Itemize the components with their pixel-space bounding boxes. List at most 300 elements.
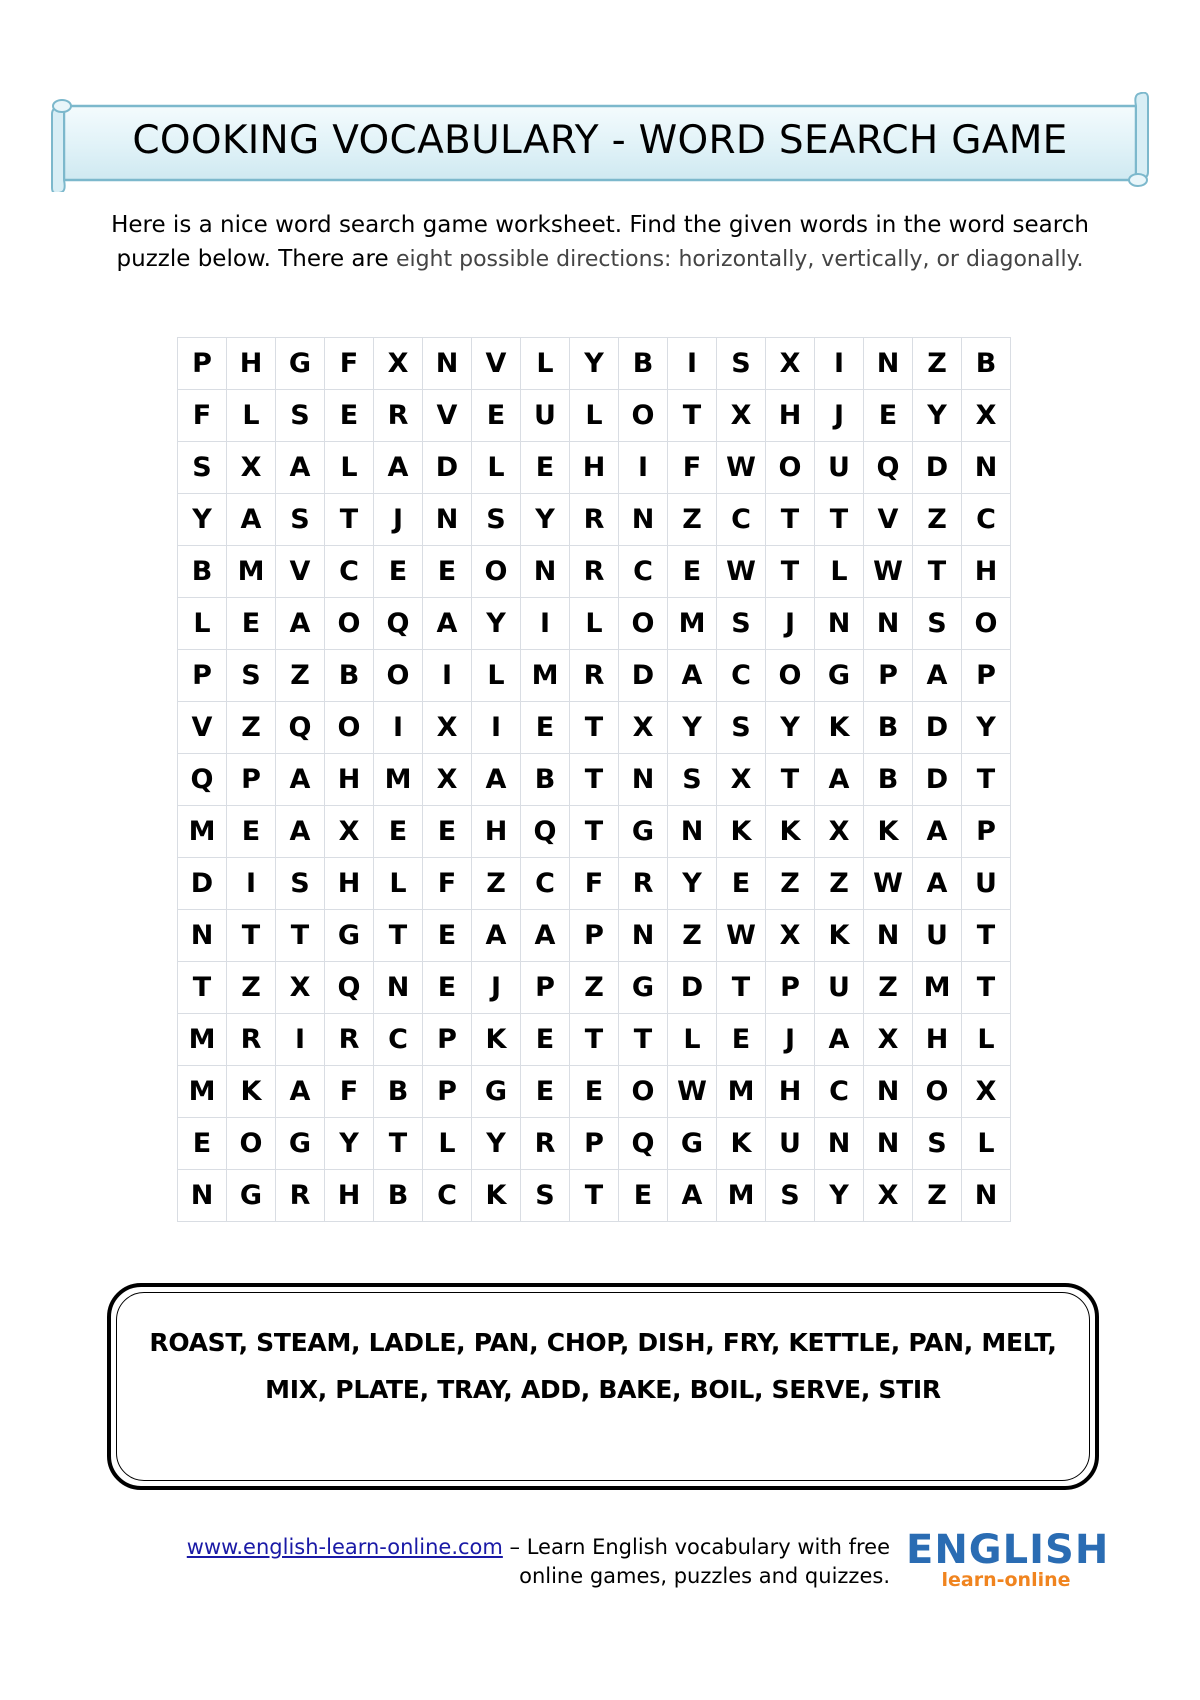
grid-cell[interactable]: O bbox=[766, 650, 815, 702]
grid-cell[interactable]: Z bbox=[815, 858, 864, 910]
grid-cell[interactable]: S bbox=[276, 390, 325, 442]
grid-cell[interactable]: P bbox=[766, 962, 815, 1014]
grid-cell[interactable]: F bbox=[423, 858, 472, 910]
grid-cell[interactable]: Z bbox=[913, 1170, 962, 1222]
grid-cell[interactable]: S bbox=[913, 598, 962, 650]
grid-cell[interactable]: T bbox=[178, 962, 227, 1014]
grid-cell[interactable]: S bbox=[913, 1118, 962, 1170]
grid-cell[interactable]: D bbox=[619, 650, 668, 702]
grid-cell[interactable]: L bbox=[962, 1118, 1011, 1170]
grid-cell[interactable]: G bbox=[325, 910, 374, 962]
grid-cell[interactable]: N bbox=[962, 442, 1011, 494]
grid-cell[interactable]: T bbox=[570, 754, 619, 806]
grid-cell[interactable]: X bbox=[276, 962, 325, 1014]
grid-cell[interactable]: N bbox=[178, 910, 227, 962]
grid-cell[interactable]: C bbox=[521, 858, 570, 910]
grid-cell[interactable]: S bbox=[717, 702, 766, 754]
grid-cell[interactable]: L bbox=[423, 1118, 472, 1170]
grid-cell[interactable]: A bbox=[668, 650, 717, 702]
grid-cell[interactable]: E bbox=[227, 806, 276, 858]
grid-cell[interactable]: J bbox=[815, 390, 864, 442]
grid-cell[interactable]: A bbox=[913, 806, 962, 858]
grid-cell[interactable]: X bbox=[766, 910, 815, 962]
grid-cell[interactable]: A bbox=[276, 754, 325, 806]
grid-cell[interactable]: N bbox=[815, 598, 864, 650]
grid-cell[interactable]: A bbox=[815, 1014, 864, 1066]
grid-cell[interactable]: N bbox=[178, 1170, 227, 1222]
grid-cell[interactable]: O bbox=[619, 390, 668, 442]
grid-cell[interactable]: X bbox=[619, 702, 668, 754]
grid-cell[interactable]: R bbox=[570, 546, 619, 598]
grid-cell[interactable]: A bbox=[276, 598, 325, 650]
grid-cell[interactable]: Y bbox=[913, 390, 962, 442]
grid-cell[interactable]: T bbox=[962, 962, 1011, 1014]
grid-cell[interactable]: A bbox=[913, 650, 962, 702]
grid-cell[interactable]: E bbox=[227, 598, 276, 650]
grid-cell[interactable]: L bbox=[570, 598, 619, 650]
grid-cell[interactable]: B bbox=[374, 1066, 423, 1118]
grid-cell[interactable]: B bbox=[178, 546, 227, 598]
grid-cell[interactable]: X bbox=[864, 1014, 913, 1066]
grid-cell[interactable]: I bbox=[521, 598, 570, 650]
grid-cell[interactable]: N bbox=[864, 1066, 913, 1118]
grid-cell[interactable]: E bbox=[423, 910, 472, 962]
grid-cell[interactable]: G bbox=[668, 1118, 717, 1170]
grid-cell[interactable]: I bbox=[423, 650, 472, 702]
grid-cell[interactable]: Z bbox=[913, 338, 962, 390]
grid-cell[interactable]: P bbox=[423, 1066, 472, 1118]
grid-cell[interactable]: V bbox=[178, 702, 227, 754]
grid-cell[interactable]: E bbox=[423, 962, 472, 1014]
grid-cell[interactable]: W bbox=[717, 910, 766, 962]
grid-cell[interactable]: M bbox=[521, 650, 570, 702]
grid-row bbox=[178, 494, 1011, 546]
grid-cell[interactable]: A bbox=[276, 1066, 325, 1118]
grid-cell[interactable]: S bbox=[276, 858, 325, 910]
grid-row bbox=[178, 910, 1011, 962]
grid-cell[interactable]: T bbox=[570, 702, 619, 754]
grid-cell[interactable]: A bbox=[472, 910, 521, 962]
grid-cell[interactable]: P bbox=[570, 910, 619, 962]
grid-cell[interactable]: F bbox=[570, 858, 619, 910]
grid-row bbox=[178, 338, 1011, 390]
grid-cell[interactable]: H bbox=[766, 1066, 815, 1118]
grid-cell[interactable]: I bbox=[374, 702, 423, 754]
grid-cell[interactable]: E bbox=[864, 390, 913, 442]
grid-cell[interactable]: E bbox=[668, 546, 717, 598]
grid-cell[interactable]: N bbox=[423, 494, 472, 546]
grid-cell[interactable]: Y bbox=[570, 338, 619, 390]
grid-cell[interactable]: M bbox=[374, 754, 423, 806]
grid-cell[interactable]: Z bbox=[227, 962, 276, 1014]
grid-cell[interactable]: T bbox=[766, 754, 815, 806]
grid-cell[interactable]: T bbox=[913, 546, 962, 598]
grid-cell[interactable]: B bbox=[619, 338, 668, 390]
grid-cell[interactable]: I bbox=[668, 338, 717, 390]
grid-cell[interactable]: K bbox=[472, 1170, 521, 1222]
grid-row bbox=[178, 598, 1011, 650]
grid-cell[interactable]: O bbox=[472, 546, 521, 598]
grid-cell[interactable]: G bbox=[619, 962, 668, 1014]
grid-cell[interactable]: S bbox=[276, 494, 325, 546]
grid-cell[interactable]: X bbox=[717, 390, 766, 442]
grid-cell[interactable]: A bbox=[276, 442, 325, 494]
grid-cell[interactable]: X bbox=[962, 1066, 1011, 1118]
grid-cell[interactable]: A bbox=[227, 494, 276, 546]
grid-cell[interactable]: N bbox=[619, 494, 668, 546]
grid-cell[interactable]: E bbox=[374, 806, 423, 858]
grid-cell[interactable]: H bbox=[962, 546, 1011, 598]
grid-cell[interactable]: N bbox=[815, 1118, 864, 1170]
grid-cell[interactable]: M bbox=[178, 806, 227, 858]
grid-cell[interactable]: A bbox=[815, 754, 864, 806]
grid-cell[interactable]: X bbox=[374, 338, 423, 390]
grid-cell[interactable]: H bbox=[227, 338, 276, 390]
grid-cell[interactable]: Z bbox=[864, 962, 913, 1014]
grid-cell[interactable]: N bbox=[423, 338, 472, 390]
grid-cell[interactable]: P bbox=[423, 1014, 472, 1066]
grid-cell[interactable]: S bbox=[521, 1170, 570, 1222]
grid-cell[interactable]: X bbox=[864, 1170, 913, 1222]
grid-cell[interactable]: D bbox=[913, 702, 962, 754]
grid-cell[interactable]: P bbox=[178, 338, 227, 390]
grid-cell[interactable]: T bbox=[374, 910, 423, 962]
grid-cell[interactable]: X bbox=[815, 806, 864, 858]
grid-cell[interactable]: B bbox=[521, 754, 570, 806]
word-list-line-2: MIX, PLATE, TRAY, ADD, BAKE, BOIL, SERVE, STIR bbox=[265, 1375, 941, 1404]
grid-cell[interactable]: N bbox=[619, 754, 668, 806]
grid-cell[interactable]: B bbox=[374, 1170, 423, 1222]
grid-cell[interactable]: O bbox=[913, 1066, 962, 1118]
grid-cell[interactable]: T bbox=[325, 494, 374, 546]
grid-cell[interactable]: H bbox=[766, 390, 815, 442]
grid-cell[interactable]: U bbox=[815, 442, 864, 494]
grid-cell[interactable]: L bbox=[472, 650, 521, 702]
website-link[interactable]: www.english-learn-online.com bbox=[186, 1535, 503, 1559]
grid-cell[interactable]: N bbox=[962, 1170, 1011, 1222]
grid-cell[interactable]: E bbox=[472, 390, 521, 442]
grid-cell[interactable]: Z bbox=[570, 962, 619, 1014]
grid-cell[interactable]: S bbox=[717, 338, 766, 390]
grid-cell[interactable]: L bbox=[227, 390, 276, 442]
grid-cell[interactable]: N bbox=[864, 910, 913, 962]
grid-cell[interactable]: K bbox=[766, 806, 815, 858]
grid-cell[interactable]: G bbox=[276, 338, 325, 390]
grid-cell[interactable]: N bbox=[864, 1118, 913, 1170]
grid-cell[interactable]: Y bbox=[521, 494, 570, 546]
grid-cell[interactable]: O bbox=[325, 702, 374, 754]
grid-cell[interactable]: R bbox=[227, 1014, 276, 1066]
grid-cell[interactable]: H bbox=[570, 442, 619, 494]
grid-cell[interactable]: U bbox=[815, 962, 864, 1014]
grid-cell[interactable]: G bbox=[619, 806, 668, 858]
grid-cell[interactable]: L bbox=[521, 338, 570, 390]
grid-cell[interactable]: S bbox=[472, 494, 521, 546]
grid-cell[interactable]: Z bbox=[276, 650, 325, 702]
grid-cell[interactable]: L bbox=[962, 1014, 1011, 1066]
grid-cell[interactable]: U bbox=[766, 1118, 815, 1170]
grid-cell[interactable]: H bbox=[325, 858, 374, 910]
grid-cell[interactable]: I bbox=[619, 442, 668, 494]
grid-cell[interactable]: I bbox=[815, 338, 864, 390]
grid-cell[interactable]: N bbox=[619, 910, 668, 962]
grid-cell[interactable]: H bbox=[325, 1170, 374, 1222]
grid-cell[interactable]: D bbox=[668, 962, 717, 1014]
grid-cell[interactable]: Q bbox=[619, 1118, 668, 1170]
grid-cell[interactable]: C bbox=[717, 494, 766, 546]
grid-cell[interactable]: E bbox=[521, 702, 570, 754]
grid-cell[interactable]: J bbox=[766, 1014, 815, 1066]
grid-cell[interactable]: F bbox=[325, 338, 374, 390]
grid-cell[interactable]: Y bbox=[472, 1118, 521, 1170]
grid-cell[interactable]: A bbox=[423, 598, 472, 650]
grid-cell[interactable]: R bbox=[619, 858, 668, 910]
grid-cell[interactable]: H bbox=[472, 806, 521, 858]
grid-cell[interactable]: T bbox=[717, 962, 766, 1014]
grid-cell[interactable]: B bbox=[864, 754, 913, 806]
grid-cell[interactable]: H bbox=[325, 754, 374, 806]
grid-cell[interactable]: L bbox=[668, 1014, 717, 1066]
grid-cell[interactable]: G bbox=[227, 1170, 276, 1222]
grid-cell[interactable]: A bbox=[276, 806, 325, 858]
grid-cell[interactable]: Q bbox=[521, 806, 570, 858]
grid-cell[interactable]: I bbox=[276, 1014, 325, 1066]
grid-cell[interactable]: A bbox=[472, 754, 521, 806]
grid-cell[interactable]: Z bbox=[913, 494, 962, 546]
grid-cell[interactable]: H bbox=[913, 1014, 962, 1066]
grid-cell[interactable]: Y bbox=[178, 494, 227, 546]
grid-cell[interactable]: K bbox=[815, 702, 864, 754]
grid-cell[interactable]: X bbox=[717, 754, 766, 806]
grid-cell[interactable]: E bbox=[423, 806, 472, 858]
grid-cell[interactable]: B bbox=[962, 338, 1011, 390]
grid-cell[interactable]: G bbox=[276, 1118, 325, 1170]
grid-cell[interactable]: Y bbox=[472, 598, 521, 650]
grid-cell[interactable]: Y bbox=[325, 1118, 374, 1170]
grid-cell[interactable]: G bbox=[815, 650, 864, 702]
grid-cell[interactable]: W bbox=[717, 442, 766, 494]
grid-cell[interactable]: A bbox=[668, 1170, 717, 1222]
grid-cell[interactable]: Q bbox=[864, 442, 913, 494]
grid-cell[interactable]: V bbox=[423, 390, 472, 442]
grid-cell[interactable]: P bbox=[962, 650, 1011, 702]
grid-cell[interactable]: T bbox=[374, 1118, 423, 1170]
grid-cell[interactable]: L bbox=[374, 858, 423, 910]
grid-cell[interactable]: W bbox=[668, 1066, 717, 1118]
grid-cell[interactable]: S bbox=[227, 650, 276, 702]
grid-cell[interactable]: F bbox=[178, 390, 227, 442]
grid-cell[interactable]: L bbox=[815, 546, 864, 598]
grid-cell[interactable]: T bbox=[962, 754, 1011, 806]
grid-cell[interactable]: D bbox=[178, 858, 227, 910]
grid-cell[interactable]: B bbox=[325, 650, 374, 702]
grid-cell[interactable]: R bbox=[570, 494, 619, 546]
grid-cell[interactable]: L bbox=[325, 442, 374, 494]
grid-cell[interactable]: T bbox=[570, 1170, 619, 1222]
title-banner bbox=[50, 92, 1150, 192]
grid-cell[interactable]: N bbox=[668, 806, 717, 858]
grid-cell[interactable]: N bbox=[521, 546, 570, 598]
grid-cell[interactable]: D bbox=[423, 442, 472, 494]
grid-cell[interactable]: D bbox=[913, 442, 962, 494]
grid-cell[interactable]: U bbox=[962, 858, 1011, 910]
grid-cell[interactable]: T bbox=[570, 806, 619, 858]
grid-cell[interactable]: E bbox=[521, 1014, 570, 1066]
grid-cell[interactable]: E bbox=[374, 546, 423, 598]
grid-cell[interactable]: X bbox=[423, 754, 472, 806]
grid-cell[interactable]: W bbox=[717, 546, 766, 598]
grid-cell[interactable]: O bbox=[325, 598, 374, 650]
grid-cell[interactable]: Y bbox=[962, 702, 1011, 754]
grid-cell[interactable]: M bbox=[668, 598, 717, 650]
grid-cell[interactable]: E bbox=[521, 442, 570, 494]
grid-cell[interactable]: Z bbox=[227, 702, 276, 754]
grid-cell[interactable]: J bbox=[472, 962, 521, 1014]
grid-cell[interactable]: Z bbox=[668, 910, 717, 962]
grid-cell[interactable]: B bbox=[864, 702, 913, 754]
grid-cell[interactable]: Y bbox=[766, 702, 815, 754]
grid-cell[interactable]: Q bbox=[276, 702, 325, 754]
grid-cell[interactable]: E bbox=[717, 858, 766, 910]
grid-cell[interactable]: R bbox=[374, 390, 423, 442]
grid-cell[interactable]: O bbox=[374, 650, 423, 702]
grid-cell[interactable]: M bbox=[227, 546, 276, 598]
grid-cell[interactable]: L bbox=[570, 390, 619, 442]
grid-cell[interactable]: T bbox=[962, 910, 1011, 962]
grid-cell[interactable]: Q bbox=[374, 598, 423, 650]
grid-cell[interactable]: E bbox=[178, 1118, 227, 1170]
grid-cell[interactable]: C bbox=[325, 546, 374, 598]
grid-cell[interactable]: S bbox=[717, 598, 766, 650]
grid-cell[interactable]: S bbox=[178, 442, 227, 494]
grid-cell[interactable]: M bbox=[178, 1066, 227, 1118]
grid-cell[interactable]: M bbox=[717, 1066, 766, 1118]
grid-cell[interactable]: N bbox=[374, 962, 423, 1014]
grid-cell[interactable]: V bbox=[276, 546, 325, 598]
grid-cell[interactable]: D bbox=[913, 754, 962, 806]
grid-cell[interactable]: J bbox=[766, 598, 815, 650]
grid-cell[interactable]: O bbox=[962, 598, 1011, 650]
grid-cell[interactable]: R bbox=[325, 1014, 374, 1066]
grid-cell[interactable]: C bbox=[423, 1170, 472, 1222]
instructions-line-2-trail: eight possible directions: horizontally, vertically, or diagonally. bbox=[395, 247, 1084, 272]
grid-cell[interactable]: J bbox=[374, 494, 423, 546]
grid-cell[interactable]: Q bbox=[325, 962, 374, 1014]
grid-cell[interactable]: A bbox=[374, 442, 423, 494]
grid-cell[interactable]: C bbox=[815, 1066, 864, 1118]
grid-cell[interactable]: X bbox=[325, 806, 374, 858]
grid-cell[interactable]: I bbox=[227, 858, 276, 910]
grid-cell[interactable]: L bbox=[178, 598, 227, 650]
grid-cell[interactable]: C bbox=[962, 494, 1011, 546]
grid-cell[interactable]: C bbox=[619, 546, 668, 598]
grid-cell[interactable]: Z bbox=[668, 494, 717, 546]
grid-cell[interactable]: T bbox=[276, 910, 325, 962]
grid-cell[interactable]: V bbox=[864, 494, 913, 546]
grid-cell[interactable]: S bbox=[668, 754, 717, 806]
grid-cell[interactable]: K bbox=[472, 1014, 521, 1066]
grid-cell[interactable]: G bbox=[472, 1066, 521, 1118]
grid-cell[interactable]: O bbox=[619, 598, 668, 650]
grid-cell[interactable]: F bbox=[668, 442, 717, 494]
grid-cell[interactable]: C bbox=[717, 650, 766, 702]
grid-cell[interactable]: R bbox=[276, 1170, 325, 1222]
grid-cell[interactable]: N bbox=[864, 598, 913, 650]
grid-cell[interactable]: Z bbox=[766, 858, 815, 910]
grid-cell[interactable]: M bbox=[913, 962, 962, 1014]
grid-cell[interactable]: T bbox=[766, 494, 815, 546]
grid-row bbox=[178, 546, 1011, 598]
grid-cell[interactable]: O bbox=[227, 1118, 276, 1170]
grid-cell[interactable]: M bbox=[717, 1170, 766, 1222]
grid-cell[interactable]: R bbox=[570, 650, 619, 702]
grid-cell[interactable]: K bbox=[717, 1118, 766, 1170]
grid-cell[interactable]: T bbox=[766, 546, 815, 598]
grid-cell[interactable]: P bbox=[570, 1118, 619, 1170]
grid-cell[interactable]: E bbox=[619, 1170, 668, 1222]
grid-row bbox=[178, 702, 1011, 754]
grid-cell[interactable]: E bbox=[325, 390, 374, 442]
grid-cell[interactable]: O bbox=[619, 1066, 668, 1118]
grid-cell[interactable]: K bbox=[717, 806, 766, 858]
grid-cell[interactable]: M bbox=[178, 1014, 227, 1066]
grid-cell[interactable]: T bbox=[815, 494, 864, 546]
grid-cell[interactable]: E bbox=[717, 1014, 766, 1066]
grid-cell[interactable]: W bbox=[864, 546, 913, 598]
grid-cell[interactable]: X bbox=[962, 390, 1011, 442]
grid-cell[interactable]: C bbox=[374, 1014, 423, 1066]
grid-cell[interactable]: Y bbox=[668, 858, 717, 910]
grid-cell[interactable]: K bbox=[227, 1066, 276, 1118]
grid-cell[interactable]: K bbox=[864, 806, 913, 858]
grid-cell[interactable]: P bbox=[864, 650, 913, 702]
grid-cell[interactable]: A bbox=[913, 858, 962, 910]
grid-row bbox=[178, 1170, 1011, 1222]
grid-cell[interactable]: P bbox=[178, 650, 227, 702]
grid-cell[interactable]: F bbox=[325, 1066, 374, 1118]
grid-cell[interactable]: R bbox=[521, 1118, 570, 1170]
grid-cell[interactable]: P bbox=[962, 806, 1011, 858]
grid-cell[interactable]: L bbox=[472, 442, 521, 494]
grid-cell[interactable]: S bbox=[766, 1170, 815, 1222]
grid-cell[interactable]: A bbox=[521, 910, 570, 962]
grid-cell[interactable]: U bbox=[521, 390, 570, 442]
grid-cell[interactable]: Y bbox=[668, 702, 717, 754]
grid-cell[interactable]: E bbox=[521, 1066, 570, 1118]
grid-cell[interactable]: N bbox=[864, 338, 913, 390]
grid-cell[interactable]: E bbox=[570, 1066, 619, 1118]
grid-cell[interactable]: P bbox=[227, 754, 276, 806]
grid-cell[interactable]: U bbox=[913, 910, 962, 962]
grid-cell[interactable]: T bbox=[570, 1014, 619, 1066]
grid-cell[interactable]: X bbox=[766, 338, 815, 390]
grid-cell[interactable]: X bbox=[423, 702, 472, 754]
grid-cell[interactable]: Z bbox=[472, 858, 521, 910]
grid-cell[interactable]: V bbox=[472, 338, 521, 390]
grid-cell[interactable]: W bbox=[864, 858, 913, 910]
grid-cell[interactable]: O bbox=[766, 442, 815, 494]
grid-cell[interactable]: T bbox=[619, 1014, 668, 1066]
grid-cell[interactable]: E bbox=[423, 546, 472, 598]
grid-cell[interactable]: X bbox=[227, 442, 276, 494]
grid-cell[interactable]: T bbox=[668, 390, 717, 442]
grid-cell[interactable]: I bbox=[472, 702, 521, 754]
grid-cell[interactable]: K bbox=[815, 910, 864, 962]
grid-cell[interactable]: Q bbox=[178, 754, 227, 806]
grid-cell[interactable]: Y bbox=[815, 1170, 864, 1222]
grid-cell[interactable]: T bbox=[227, 910, 276, 962]
grid-cell[interactable]: P bbox=[521, 962, 570, 1014]
